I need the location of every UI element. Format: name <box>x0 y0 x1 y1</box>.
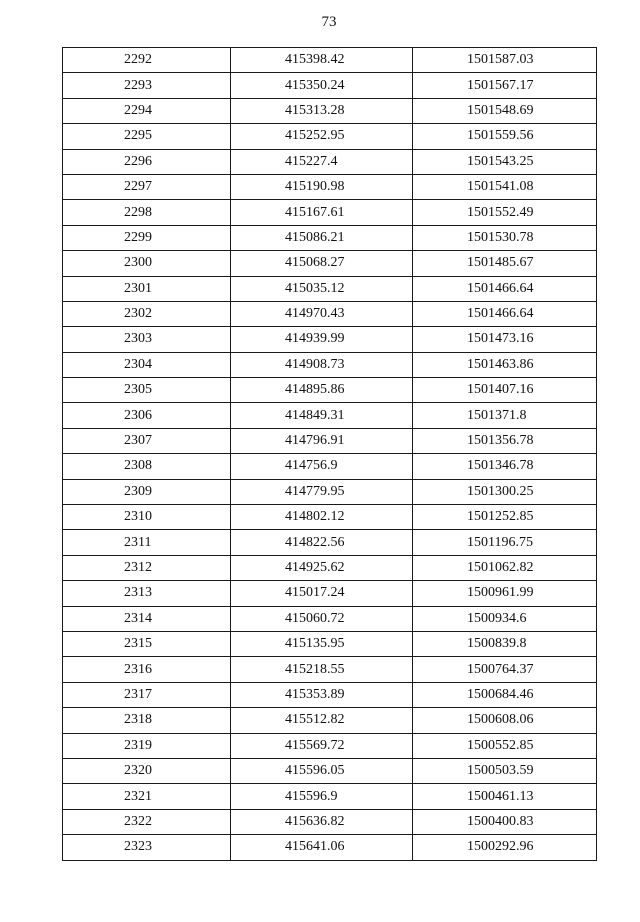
table-row <box>63 784 597 809</box>
x-coordinate-cell: 414802.12 <box>231 505 413 530</box>
table-row <box>63 98 597 123</box>
y-coordinate-cell: 1500503.59 <box>413 758 597 783</box>
table-body <box>63 48 597 861</box>
table-row <box>63 657 597 682</box>
y-coordinate-cell: 1501559.56 <box>413 124 597 149</box>
page-number: 73 <box>321 14 337 30</box>
x-coordinate-cell: 415060.72 <box>231 606 413 631</box>
x-coordinate-cell: 415068.27 <box>231 251 413 276</box>
y-coordinate-cell: 1500400.83 <box>413 809 597 834</box>
table-row <box>63 479 597 504</box>
point-number-cell: 2299 <box>63 225 231 250</box>
x-coordinate-cell: 415017.24 <box>231 581 413 606</box>
table-row <box>63 631 597 656</box>
point-number-cell: 2319 <box>63 733 231 758</box>
y-coordinate-cell: 1501252.85 <box>413 505 597 530</box>
table-row <box>63 733 597 758</box>
point-number-cell: 2309 <box>63 479 231 504</box>
x-coordinate-cell: 415569.72 <box>231 733 413 758</box>
point-number-cell: 2315 <box>63 631 231 656</box>
x-coordinate-cell: 415398.42 <box>231 48 413 73</box>
x-coordinate-cell: 414796.91 <box>231 428 413 453</box>
table-row <box>63 809 597 834</box>
x-coordinate-cell: 415641.06 <box>231 835 413 860</box>
y-coordinate-cell: 1500684.46 <box>413 682 597 707</box>
x-coordinate-cell: 415227.4 <box>231 149 413 174</box>
point-number-cell: 2316 <box>63 657 231 682</box>
table-row <box>63 530 597 555</box>
y-coordinate-cell: 1500934.6 <box>413 606 597 631</box>
y-coordinate-cell: 1501541.08 <box>413 174 597 199</box>
y-coordinate-cell: 1500292.96 <box>413 835 597 860</box>
x-coordinate-cell: 415596.05 <box>231 758 413 783</box>
y-coordinate-cell: 1501543.25 <box>413 149 597 174</box>
y-coordinate-cell: 1500764.37 <box>413 657 597 682</box>
point-number-cell: 2297 <box>63 174 231 199</box>
x-coordinate-cell: 415086.21 <box>231 225 413 250</box>
y-coordinate-cell: 1501567.17 <box>413 73 597 98</box>
point-number-cell: 2323 <box>63 835 231 860</box>
x-coordinate-cell: 414756.9 <box>231 454 413 479</box>
y-coordinate-cell: 1501587.03 <box>413 48 597 73</box>
y-coordinate-cell: 1501463.86 <box>413 352 597 377</box>
point-number-cell: 2301 <box>63 276 231 301</box>
table-row <box>63 454 597 479</box>
y-coordinate-cell: 1501346.78 <box>413 454 597 479</box>
point-number-cell: 2295 <box>63 124 231 149</box>
x-coordinate-cell: 414925.62 <box>231 555 413 580</box>
point-number-cell: 2312 <box>63 555 231 580</box>
y-coordinate-cell: 1501371.8 <box>413 403 597 428</box>
table-row <box>63 555 597 580</box>
table-row <box>63 124 597 149</box>
table-row <box>63 428 597 453</box>
point-number-cell: 2314 <box>63 606 231 631</box>
x-coordinate-cell: 415596.9 <box>231 784 413 809</box>
y-coordinate-cell: 1500608.06 <box>413 708 597 733</box>
y-coordinate-cell: 1501473.16 <box>413 327 597 352</box>
y-coordinate-cell: 1500461.13 <box>413 784 597 809</box>
table-row <box>63 48 597 73</box>
table-row <box>63 682 597 707</box>
table-row <box>63 505 597 530</box>
y-coordinate-cell: 1501548.69 <box>413 98 597 123</box>
x-coordinate-cell: 415350.24 <box>231 73 413 98</box>
point-number-cell: 2321 <box>63 784 231 809</box>
table-row <box>63 225 597 250</box>
point-number-cell: 2318 <box>63 708 231 733</box>
x-coordinate-cell: 415252.95 <box>231 124 413 149</box>
point-number-cell: 2305 <box>63 378 231 403</box>
y-coordinate-cell: 1501356.78 <box>413 428 597 453</box>
coordinate-table <box>62 47 597 861</box>
table-row <box>63 301 597 326</box>
point-number-cell: 2304 <box>63 352 231 377</box>
point-number-cell: 2320 <box>63 758 231 783</box>
point-number-cell: 2298 <box>63 200 231 225</box>
y-coordinate-cell: 1501407.16 <box>413 378 597 403</box>
point-number-cell: 2313 <box>63 581 231 606</box>
table-row <box>63 581 597 606</box>
x-coordinate-cell: 414849.31 <box>231 403 413 428</box>
point-number-cell: 2294 <box>63 98 231 123</box>
table-row <box>63 174 597 199</box>
point-number-cell: 2317 <box>63 682 231 707</box>
point-number-cell: 2293 <box>63 73 231 98</box>
table-row <box>63 606 597 631</box>
y-coordinate-cell: 1501485.67 <box>413 251 597 276</box>
table-row <box>63 73 597 98</box>
x-coordinate-cell: 415035.12 <box>231 276 413 301</box>
table-row <box>63 758 597 783</box>
table-row <box>63 149 597 174</box>
table-row <box>63 276 597 301</box>
y-coordinate-cell: 1501196.75 <box>413 530 597 555</box>
y-coordinate-cell: 1501300.25 <box>413 479 597 504</box>
x-coordinate-cell: 415218.55 <box>231 657 413 682</box>
table-row <box>63 378 597 403</box>
x-coordinate-cell: 415313.28 <box>231 98 413 123</box>
y-coordinate-cell: 1501530.78 <box>413 225 597 250</box>
table-row <box>63 403 597 428</box>
x-coordinate-cell: 414895.86 <box>231 378 413 403</box>
x-coordinate-cell: 415353.89 <box>231 682 413 707</box>
point-number-cell: 2306 <box>63 403 231 428</box>
point-number-cell: 2311 <box>63 530 231 555</box>
point-number-cell: 2308 <box>63 454 231 479</box>
y-coordinate-cell: 1501552.49 <box>413 200 597 225</box>
point-number-cell: 2300 <box>63 251 231 276</box>
x-coordinate-cell: 414939.99 <box>231 327 413 352</box>
x-coordinate-cell: 415190.98 <box>231 174 413 199</box>
y-coordinate-cell: 1500839.8 <box>413 631 597 656</box>
x-coordinate-cell: 414779.95 <box>231 479 413 504</box>
x-coordinate-cell: 414822.56 <box>231 530 413 555</box>
x-coordinate-cell: 414970.43 <box>231 301 413 326</box>
table-row <box>63 251 597 276</box>
x-coordinate-cell: 415135.95 <box>231 631 413 656</box>
point-number-cell: 2303 <box>63 327 231 352</box>
y-coordinate-cell: 1500552.85 <box>413 733 597 758</box>
point-number-cell: 2307 <box>63 428 231 453</box>
point-number-cell: 2322 <box>63 809 231 834</box>
table-row <box>63 327 597 352</box>
x-coordinate-cell: 415167.61 <box>231 200 413 225</box>
y-coordinate-cell: 1501062.82 <box>413 555 597 580</box>
table-row <box>63 200 597 225</box>
table-row <box>63 708 597 733</box>
table-row <box>63 835 597 860</box>
y-coordinate-cell: 1501466.64 <box>413 276 597 301</box>
x-coordinate-cell: 415636.82 <box>231 809 413 834</box>
y-coordinate-cell: 1500961.99 <box>413 581 597 606</box>
x-coordinate-cell: 415512.82 <box>231 708 413 733</box>
x-coordinate-cell: 414908.73 <box>231 352 413 377</box>
point-number-cell: 2302 <box>63 301 231 326</box>
point-number-cell: 2292 <box>63 48 231 73</box>
y-coordinate-cell: 1501466.64 <box>413 301 597 326</box>
point-number-cell: 2296 <box>63 149 231 174</box>
point-number-cell: 2310 <box>63 505 231 530</box>
table-row <box>63 352 597 377</box>
